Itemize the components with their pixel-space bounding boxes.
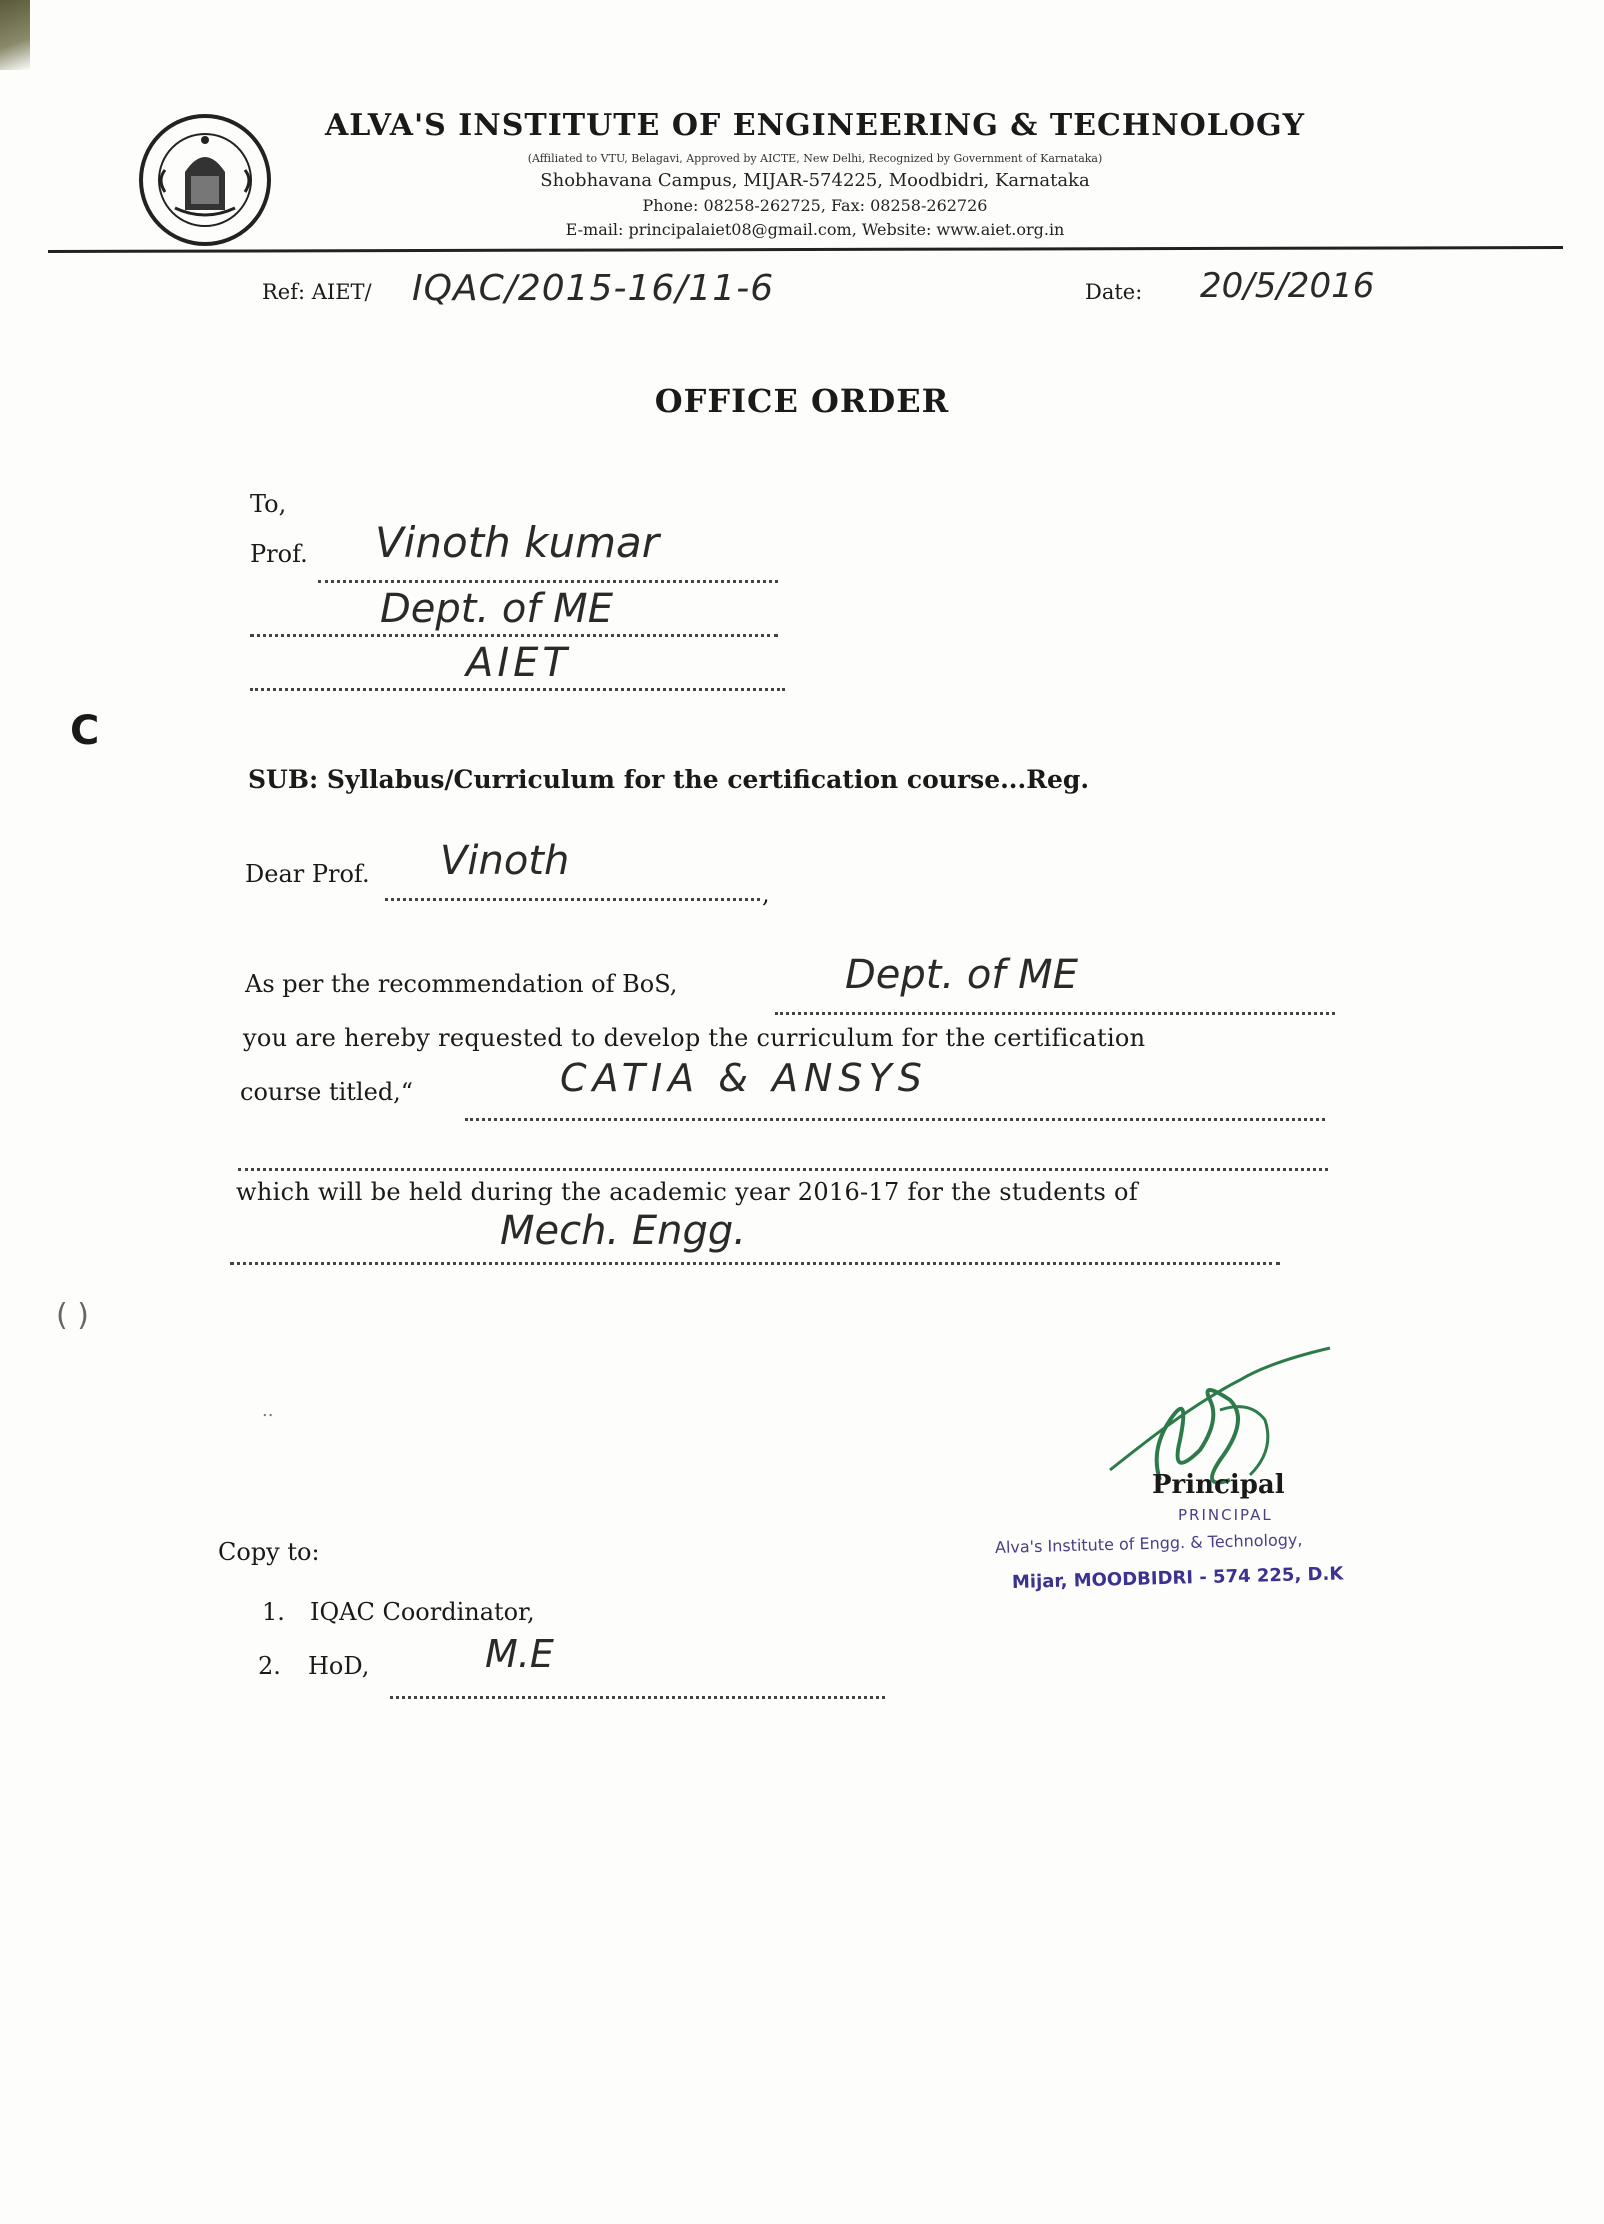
recipient-department-line <box>250 634 778 637</box>
course-title-value: CATIA & ANSYS <box>560 1056 928 1100</box>
copy-item-number: 2. <box>258 1652 281 1680</box>
stamp-title: PRINCIPAL <box>1178 1506 1273 1524</box>
institute-phone: Phone: 08258-262725, Fax: 08258-262726 <box>642 196 988 215</box>
institute-email: E-mail: principalaiet08@gmail.com, Website: www.aiet.org.in <box>565 220 1065 239</box>
recipient-name-line <box>318 580 778 583</box>
stamp-address: Mijar, MOODBIDRI - 574 225, D.K <box>1011 1563 1344 1593</box>
body-line-1: As per the recommendation of BoS, <box>245 970 678 998</box>
copy-item-text: IQAC Coordinator, <box>310 1598 535 1626</box>
body-line-5: which will be held during the academic year 2016-17 for the students of <box>236 1178 1138 1206</box>
students-value: Mech. Engg. <box>500 1208 747 1254</box>
copy-to-label: Copy to: <box>218 1538 320 1566</box>
copy-item-text: HoD, <box>308 1652 370 1680</box>
stamp-institution: Alva's Institute of Engg. & Technology, <box>994 1529 1303 1557</box>
reference-number: IQAC/2015-16/11-6 <box>412 268 775 309</box>
principal-title: Principal <box>1152 1470 1285 1500</box>
reference-label: Ref: AIET/ <box>262 280 372 304</box>
hod-line <box>390 1696 885 1699</box>
recipient-department: Dept. of ME <box>380 586 613 632</box>
date-label: Date: <box>1085 280 1143 304</box>
institution-seal-icon <box>135 110 275 250</box>
body-line-3: course titled,“ <box>240 1078 414 1106</box>
hod-value: M.E <box>485 1632 554 1676</box>
students-line <box>230 1262 1280 1265</box>
recipient-institution: AIET <box>466 640 571 686</box>
bos-line <box>775 1012 1335 1015</box>
recipient-institution-line <box>250 688 785 691</box>
salutation-label: Dear Prof. <box>245 860 370 888</box>
date-value: 20/5/2016 <box>1200 266 1375 306</box>
stray-mark: .. <box>262 1400 274 1421</box>
subject-line: SUB: Syllabus/Curriculum for the certification course...Reg. <box>248 765 1090 794</box>
salutation-name: Vinoth <box>440 838 570 884</box>
page-title: OFFICE ORDER <box>654 382 950 420</box>
institute-address: Shobhavana Campus, MIJAR-574225, Moodbidri, Karnataka <box>540 170 1090 191</box>
copy-item-number: 1. <box>262 1598 285 1626</box>
bos-value: Dept. of ME <box>845 952 1078 998</box>
recipient-name: Vinoth kumar <box>375 518 660 567</box>
salutation-end: , <box>762 880 770 908</box>
margin-bracket-mark: ( ) <box>56 1298 89 1333</box>
letterhead-divider <box>48 246 1563 253</box>
prof-label: Prof. <box>250 540 308 568</box>
institute-name: ALVA'S INSTITUTE OF ENGINEERING & TECHNOLOGY <box>324 108 1306 143</box>
body-line-2: you are hereby requested to develop the curriculum for the certification <box>243 1024 1146 1052</box>
institute-affiliation: (Affiliated to VTU, Belagavi, Approved by AICTE, New Delhi, Recognized by Government of Karnataka) <box>527 152 1103 165</box>
margin-mark: C <box>70 708 100 754</box>
course-title-line-2 <box>238 1168 1328 1171</box>
to-label: To, <box>250 490 287 518</box>
scan-corner-mark <box>0 0 30 70</box>
course-title-line <box>465 1118 1325 1121</box>
salutation-name-line <box>385 898 760 901</box>
